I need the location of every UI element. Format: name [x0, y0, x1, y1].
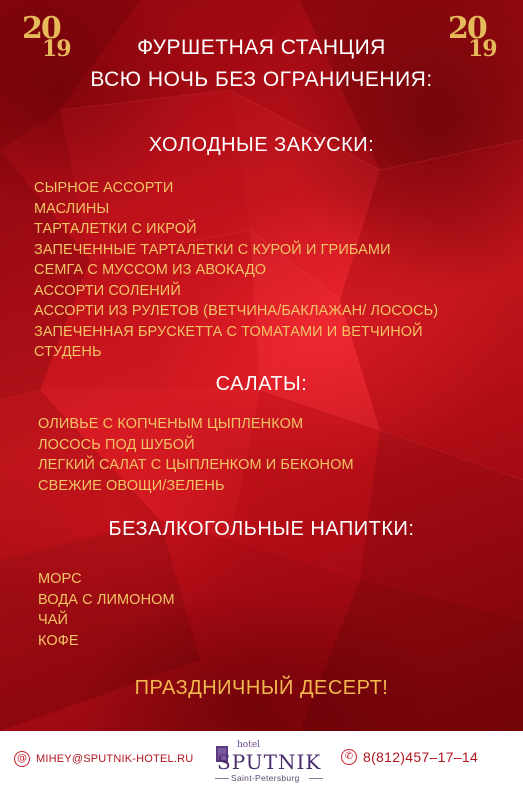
dessert-title: ПРАЗДНИЧНЫЙ ДЕСЕРТ! — [134, 677, 389, 699]
list-item: ЗАПЕЧЕННАЯ БРУСКЕТТА С ТОМАТАМИ И ВЕТЧИНОЙ — [34, 323, 423, 340]
drinks-title: БЕЗАЛКОГОЛЬНЫЕ НАПИТКИ: — [108, 518, 415, 540]
list-item: СВЕЖИЕ ОВОЩИ/ЗЕЛЕНЬ — [38, 477, 225, 494]
list-item: МАСЛИНЫ — [34, 200, 110, 217]
list-item: ЛОСОСЬ ПОД ШУБОЙ — [38, 436, 195, 453]
list-item: СЫРНОЕ АССОРТИ — [34, 180, 174, 196]
cold-snacks-title: ХОЛОДНЫЕ ЗАКУСКИ: — [148, 134, 375, 156]
phone-contact[interactable] — [341, 749, 478, 765]
email-contact[interactable] — [14, 751, 193, 767]
brand-divider-right — [309, 778, 323, 779]
salads-list — [38, 414, 354, 496]
brand-divider-left — [215, 778, 229, 779]
title-line-1: ФУРШЕТНАЯ СТАНЦИЯ — [137, 36, 386, 59]
year-logo-left-big: 20 — [22, 11, 60, 46]
brand-city: Saint-Petersburg — [231, 773, 300, 783]
cold-snacks-list — [34, 178, 438, 363]
brand-hotel-word: hotel — [237, 740, 261, 750]
year-logo-left-small: 19 — [42, 36, 71, 62]
list-item: ОЛИВЬЕ С КОПЧЕНЫМ ЦЫПЛЕНКОМ — [38, 416, 304, 432]
list-item: ЛЕГКИЙ САЛАТ С ЦЫПЛЕНКОМ И БЕКОНОМ — [38, 457, 354, 473]
email-text[interactable]: MIHEY@SPUTNIK-HOTEL.RU — [36, 753, 194, 765]
list-item: КОФЕ — [38, 632, 79, 649]
list-item: СТУДЕНЬ — [34, 344, 102, 360]
list-item: ЧАЙ — [38, 612, 69, 628]
sputnik-logo — [213, 740, 323, 786]
year-logo-right-big: 20 — [448, 11, 486, 46]
drinks-list — [38, 569, 175, 651]
salads-title: САЛАТЫ: — [215, 373, 308, 395]
phone-icon: ✆ — [341, 749, 357, 765]
phone-text[interactable]: 8(812)457–17–14 — [363, 749, 479, 765]
list-item: ТАРТАЛЕТКИ С ИКРОЙ — [34, 221, 197, 237]
brand-name: SPUTNIK — [217, 750, 322, 774]
title-line-2: ВСЮ НОЧЬ БЕЗ ОГРАНИЧЕНИЯ: — [90, 68, 433, 91]
at-icon: @ — [14, 751, 30, 767]
list-item: ЗАПЕЧЕННЫЕ ТАРТАЛЕТКИ С КУРОЙ И ГРИБАМИ — [34, 241, 391, 258]
list-item: АССОРТИ СОЛЕНИЙ — [34, 282, 181, 299]
list-item: МОРС — [38, 571, 82, 587]
list-item: СЕМГА С МУССОМ ИЗ АВОКАДО — [34, 262, 267, 278]
year-logo-right-small: 19 — [468, 36, 497, 62]
list-item: ВОДА С ЛИМОНОМ — [38, 591, 175, 608]
list-item: АССОРТИ ИЗ РУЛЕТОВ (ВЕТЧИНА/БАКЛАЖАН/ ЛОСОСЬ) — [34, 303, 439, 319]
